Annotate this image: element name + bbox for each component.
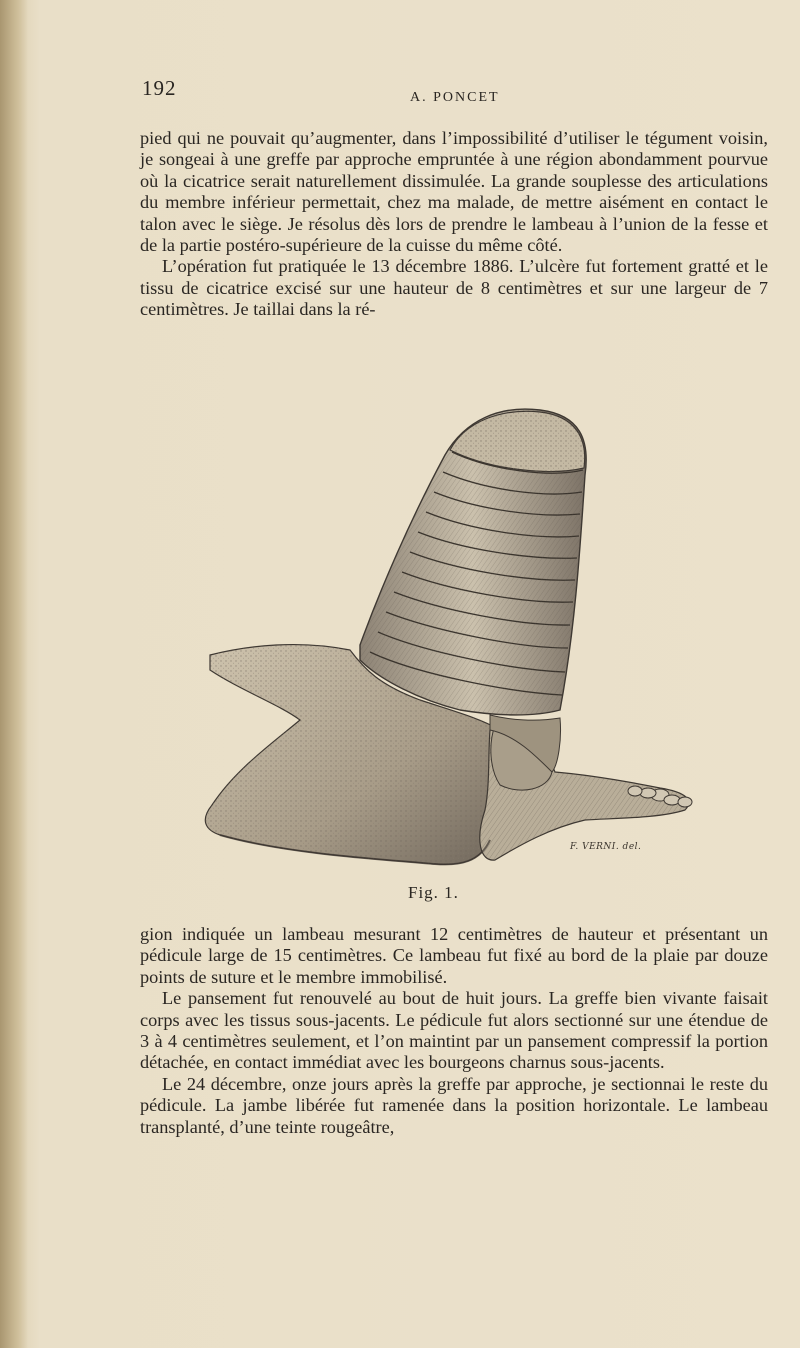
bandaged-leg-engraving bbox=[190, 400, 710, 870]
bandaged-leg bbox=[360, 409, 586, 715]
running-head: A. PONCET bbox=[410, 90, 500, 105]
artist-signature: F. VERNI. del. bbox=[570, 842, 642, 852]
paragraph: pied qui ne pouvait qu’augmenter, dans l’impossibilité d’utiliser le tégument voisin, je songeai à une greffe par approche empruntée à une région abondamment pourvue où la cicatrice serait naturellement dissimulée. La grande souplesse des articulations du membre inférieur permettait, chez ma malade, de mettre aisément en contact le talon avec le siège. Je résolus dès lors de prendre le lambeau à l’union de la fesse et de la partie postéro-supérieure de la cuisse du même côté. bbox=[140, 128, 768, 256]
paragraph: Le 24 décembre, onze jours après la greffe par approche, je sectionnai le reste du pédicule. La jambe libérée fut ramenée dans la position horizontale. Le lambeau transplanté, d’une teinte rougeâtre, bbox=[140, 1073, 768, 1137]
body-text-bottom bbox=[140, 924, 768, 1138]
page-number: 192 bbox=[142, 76, 177, 100]
figure-caption: Fig. 1. bbox=[408, 883, 459, 902]
page-binding-edge bbox=[0, 0, 28, 1348]
figure-illustration bbox=[190, 400, 710, 870]
paragraph: Le pansement fut renouvelé au bout de huit jours. La greffe bien vivante faisait corps avec les tissus sous-jacents. Le pédicule fut alors sectionné sur une étendue de 3 à 4 centimètres seulement, et l’on maintint par un pansement compressif la portion détachée, en contact immédiat avec les bourgeons charnus sous-jacents. bbox=[140, 988, 768, 1073]
paragraph: gion indiquée un lambeau mesurant 12 centimètres de hauteur et présentant un pédicule large de 15 centimètres. Ce lambeau fut fixé au bord de la plaie par douze points de suture et le membre immobilisé. bbox=[140, 924, 768, 987]
paragraph: L’opération fut pratiquée le 13 décembre 1886. L’ulcère fut fortement gratté et le tissu de cicatrice excisé sur une hauteur de 8 centimètres et sur une largeur de 7 centimètres. Je taillai dans la ré- bbox=[140, 256, 768, 320]
body-text-top bbox=[140, 128, 768, 321]
